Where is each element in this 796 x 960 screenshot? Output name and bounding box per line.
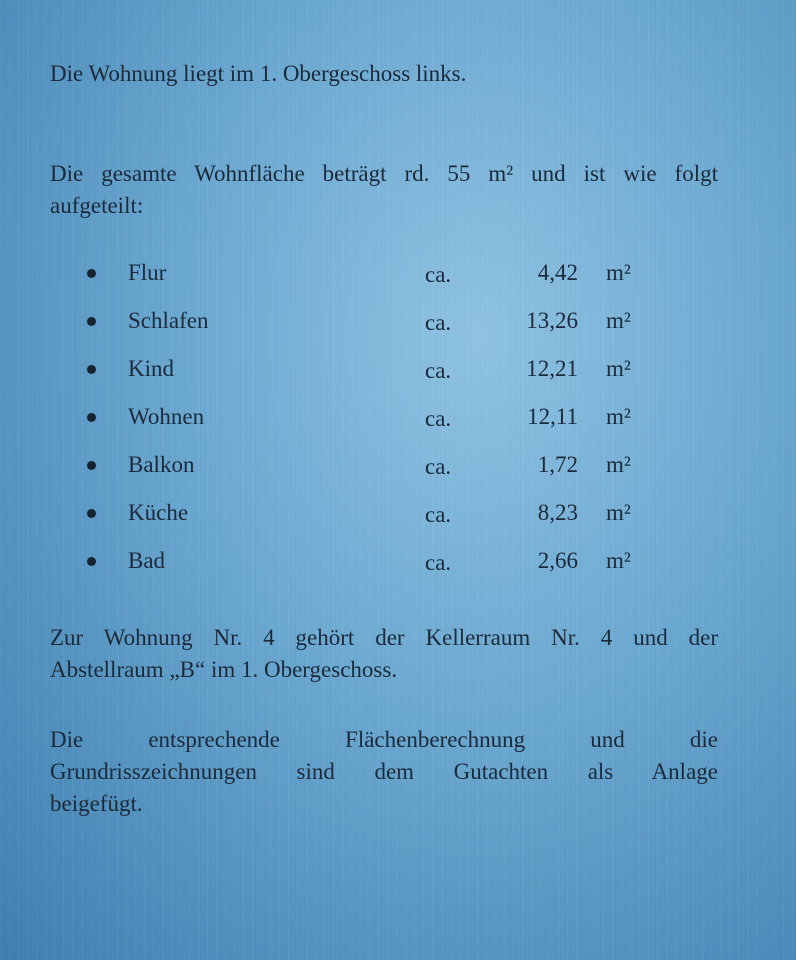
list-item — [0, 496, 796, 544]
list-item — [0, 304, 796, 352]
annex-paragraph-line-2: Grundrisszeichnungen sind dem Gutachten als Anlage — [50, 759, 718, 784]
approx-label: ca. — [425, 262, 452, 287]
room-name: Wohnen — [128, 404, 205, 429]
area-unit: m² — [606, 356, 631, 381]
annex-paragraph-line-3: beigefügt. — [50, 791, 143, 816]
area-unit: m² — [606, 308, 631, 333]
room-name: Küche — [128, 500, 189, 525]
list-item — [0, 544, 796, 592]
bullet-icon — [87, 461, 96, 470]
area-unit: m² — [606, 260, 631, 285]
approx-label: ca. — [425, 406, 452, 431]
room-name: Kind — [128, 356, 174, 381]
room-name: Flur — [128, 260, 167, 285]
list-item — [0, 400, 796, 448]
room-area-value: 8,23 — [537, 500, 578, 525]
storage-paragraph-line-1: Zur Wohnung Nr. 4 gehört der Kellerraum Nr. 4 und der — [50, 625, 718, 650]
room-area-value: 13,26 — [526, 308, 578, 333]
intro-text: Die Wohnung liegt im 1. Obergeschoss links. — [50, 61, 467, 86]
area-paragraph-line-2: aufgeteilt: — [50, 193, 144, 218]
approx-label: ca. — [425, 550, 452, 575]
storage-paragraph-line-2: Abstellraum „B“ im 1. Obergeschoss. — [50, 657, 398, 682]
bullet-icon — [87, 509, 96, 518]
room-area-value: 2,66 — [537, 548, 578, 573]
bullet-icon — [87, 317, 96, 326]
list-item — [0, 448, 796, 496]
approx-label: ca. — [425, 454, 452, 479]
annex-paragraph-line-1: Die entsprechende Flächenberechnung und die — [50, 727, 718, 752]
area-unit: m² — [606, 452, 631, 477]
room-list — [0, 256, 796, 592]
list-item — [0, 256, 796, 304]
list-item — [0, 352, 796, 400]
room-name: Schlafen — [128, 308, 209, 333]
room-area-value: 4,42 — [537, 260, 578, 285]
bullet-icon — [87, 365, 96, 374]
bullet-icon — [87, 269, 96, 278]
room-area-value: 1,72 — [537, 452, 578, 477]
area-paragraph-line-1: Die gesamte Wohnfläche beträgt rd. 55 m² und ist wie folgt — [50, 161, 718, 186]
bullet-icon — [87, 413, 96, 422]
annex-paragraph — [50, 724, 718, 820]
approx-label: ca. — [425, 310, 452, 335]
room-name: Balkon — [128, 452, 195, 477]
area-paragraph — [50, 158, 718, 222]
storage-paragraph — [50, 622, 718, 686]
bullet-icon — [87, 557, 96, 566]
area-unit: m² — [606, 548, 631, 573]
approx-label: ca. — [425, 502, 452, 527]
area-unit: m² — [606, 404, 631, 429]
approx-label: ca. — [425, 358, 452, 383]
room-area-value: 12,11 — [527, 404, 578, 429]
room-area-value: 12,21 — [526, 356, 578, 381]
room-name: Bad — [128, 548, 166, 573]
area-unit: m² — [606, 500, 631, 525]
